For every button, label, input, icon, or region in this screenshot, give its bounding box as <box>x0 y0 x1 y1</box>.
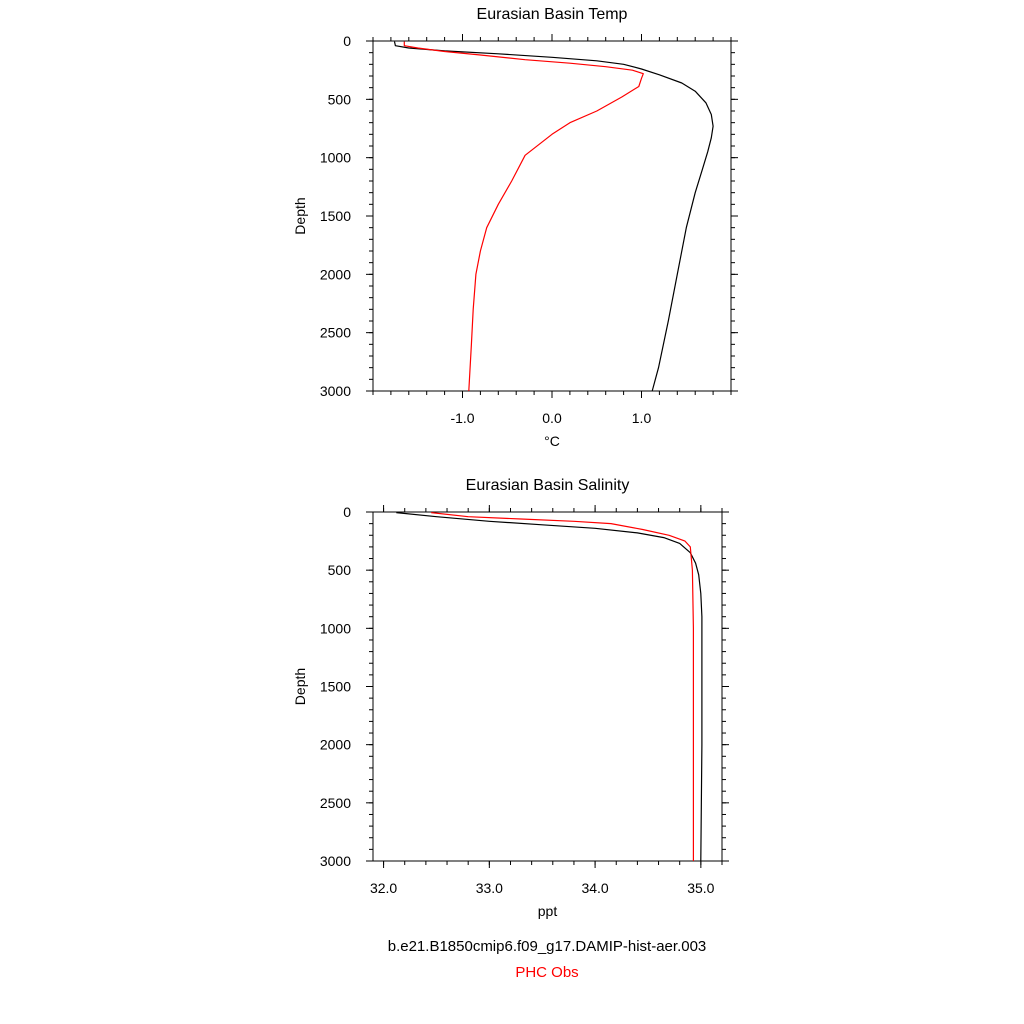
x-tick-label: -1.0 <box>450 410 475 426</box>
y-tick-label: 2500 <box>319 324 351 341</box>
y-tick-label: 1500 <box>319 678 351 695</box>
legend-model-label: b.e21.B1850cmip6.f09_g17.DAMIP-hist-aer.003 <box>387 938 707 955</box>
x-tick-label: 1.0 <box>631 410 652 426</box>
y-tick-label: 0 <box>343 504 351 520</box>
obs-series-line <box>431 513 693 861</box>
y-tick-label: 500 <box>327 562 351 579</box>
temperature-panel <box>292 6 738 449</box>
obs-series-line <box>404 42 643 391</box>
x-tick-label: 34.0 <box>581 880 609 896</box>
chart-title: Eurasian Basin Salinity <box>465 477 630 494</box>
salinity-panel <box>292 477 729 919</box>
x-tick-label: 0.0 <box>542 410 562 426</box>
legend-obs-label: PHC Obs <box>515 964 579 981</box>
chart-title: Eurasian Basin Temp <box>476 6 628 23</box>
y-tick-label: 500 <box>327 91 351 108</box>
y-tick-label: 2500 <box>319 794 351 811</box>
plot-frame <box>373 512 722 861</box>
y-tick-label: 2000 <box>319 266 351 283</box>
x-tick-label: 32.0 <box>369 880 398 896</box>
y-tick-label: 1000 <box>319 149 351 166</box>
plot-frame <box>373 41 731 391</box>
model-series-line <box>396 513 702 861</box>
y-tick-label: 1500 <box>319 208 351 224</box>
x-tick-label: 35.0 <box>687 880 715 896</box>
x-axis-label: ppt <box>537 903 558 919</box>
y-tick-label: 2000 <box>319 736 351 753</box>
y-tick-label: 3000 <box>319 383 351 399</box>
y-axis-label: Depth <box>292 197 308 235</box>
y-tick-label: 3000 <box>319 853 351 869</box>
x-axis-label: °C <box>544 433 560 449</box>
model-series-line <box>395 42 714 391</box>
y-tick-label: 1000 <box>319 620 351 637</box>
y-tick-label: 0 <box>343 33 351 49</box>
y-axis-label: Depth <box>292 667 308 706</box>
x-tick-label: 33.0 <box>475 880 503 896</box>
